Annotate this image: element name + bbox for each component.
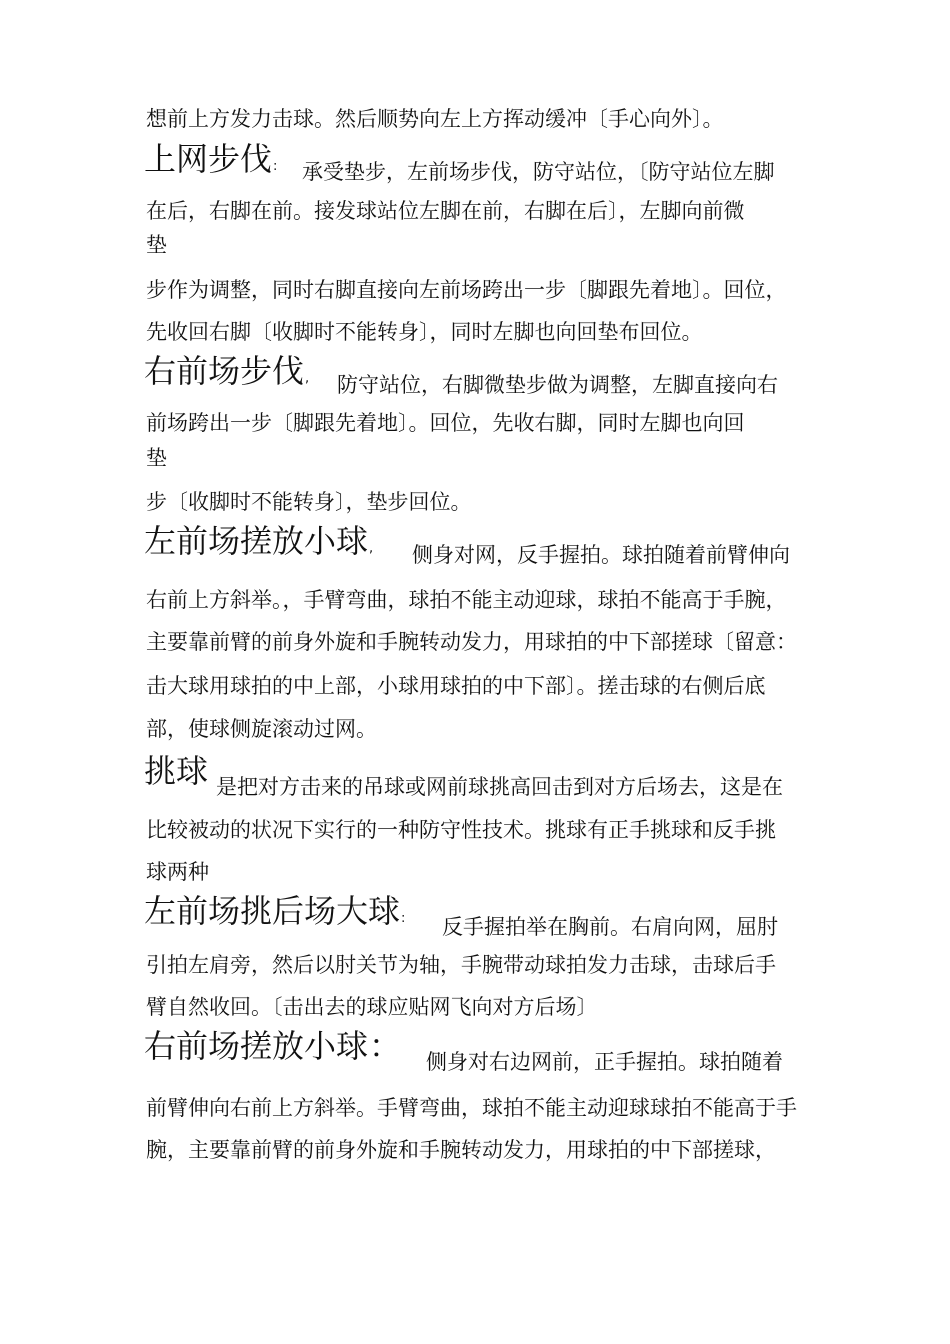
section-heading-right-front-net-shot [144,1026,401,1066]
section-heading-left-front-net-shot [144,521,373,569]
heading-separator: : [401,911,406,926]
heading-text: 左前场搓放小球 [144,522,369,560]
paragraph-line: 防守站位，右脚微垫步做为调整，左脚直接向右 [337,373,778,397]
section-heading-left-front-lift-clear [144,891,405,939]
intro-line: 想前上方发力击球。然后顺势向左上方挥动缓冲〔手心向外〕。 [146,107,724,131]
heading-text: 左前场挑后场大球 [144,892,401,930]
section-heading-net-footwork [144,139,277,187]
heading-separator: , [305,371,310,386]
paragraph-line: 侧身对右边网前，正手握拍。球拍随着 [426,1050,783,1074]
heading-separator: , [369,541,374,556]
heading-text: 挑球 [144,752,209,790]
paragraph-line: 在后，右脚在前。接发球站位左脚在前，右脚在后〕，左脚向前微 [146,199,745,223]
paragraph-line: 先收回右脚〔收脚时不能转身〕，同时左脚也向回垫布回位。 [146,320,703,344]
paragraph-line: 步〔收脚时不能转身〕，垫步回位。 [146,490,472,514]
section-heading-right-front-footwork [144,351,309,399]
paragraph-line: 步作为调整，同时右脚直接向左前场跨出一步〔脚跟先着地〕。回位， [146,278,787,302]
paragraph-line: 承受垫步，左前场步伐，防守站位，〔防守站位左脚 [302,160,775,184]
heading-text: 上网步伐 [144,140,273,178]
paragraph-line: 臂自然收回。〔击出去的球应贴网飞向对方后场〕 [146,995,598,1019]
paragraph-line: 前场跨出一步〔脚跟先着地〕。回位，先收右脚，同时左脚也向回 [146,411,745,435]
heading-text: 右前场步伐 [144,352,305,390]
paragraph-line: 比较被动的状况下实行的一种防守性技术。挑球有正手挑球和反手挑 [146,818,776,842]
paragraph-line: 腕，主要靠前臂的前身外旋和手腕转动发力，用球拍的中下部搓球， [146,1138,776,1162]
paragraph-line: 是把对方击来的吊球或网前球挑高回击到对方后场去，这是在 [216,775,783,799]
heading-separator: : [273,159,278,174]
section-heading-lift [144,751,209,799]
paragraph-line: 反手握拍举在胸前。右肩向网，屈肘 [442,915,778,939]
paragraph-line: 击大球用球拍的中上部，小球用球拍的中下部〕。搓击球的右侧后底 [146,674,766,698]
paragraph-line: 右前上方斜举。，手臂弯曲，球拍不能主动迎球，球拍不能高于手腕， [146,588,787,612]
paragraph-line: 部，使球侧旋滚动过网。 [146,717,377,741]
paragraph-line: 垫 [146,233,167,257]
paragraph-line: 球两种 [146,860,209,884]
paragraph-line: 垫 [146,446,167,470]
paragraph-line: 引拍左肩旁，然后以肘关节为轴，手腕带动球拍发力击球，击球后手 [146,953,776,977]
heading-text: 右前场搓放小球 [144,1027,369,1065]
paragraph-line: 前臂伸向右前上方斜举。手臂弯曲，球拍不能主动迎球球拍不能高于手 [146,1096,797,1120]
paragraph-line: 侧身对网，反手握拍。球拍随着前臂伸向 [412,543,790,567]
paragraph-line: 主要靠前臂的前身外旋和手腕转动发力，用球拍的中下部搓球〔留意： [146,630,797,654]
heading-separator: ： [369,1027,402,1065]
